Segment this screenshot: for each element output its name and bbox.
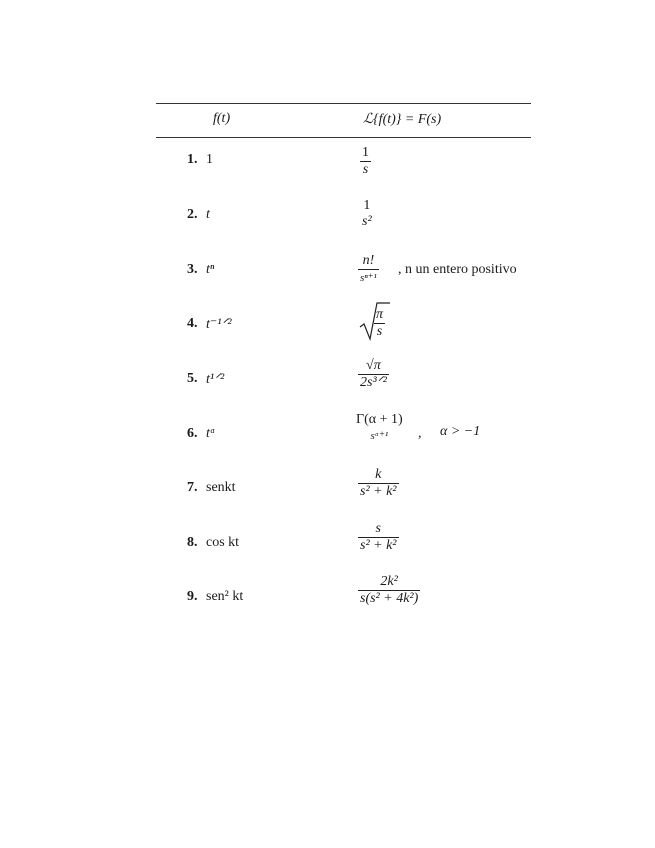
- row-F: [358, 252, 379, 286]
- row-separator: ,: [398, 262, 402, 277]
- row-F: [358, 520, 399, 554]
- row-F-numerator: √π: [366, 358, 381, 373]
- row-F-denominator: s² + k²: [360, 484, 397, 499]
- row-index: 4.: [187, 316, 198, 331]
- header-F: ℒ{f(t)} = F(s): [363, 112, 442, 127]
- row-F-denominator: s(s² + 4k²): [360, 591, 419, 606]
- row-F-numerator: s: [375, 521, 381, 536]
- row-F: [360, 197, 374, 230]
- top-rule: [156, 103, 531, 104]
- row-F: [374, 306, 385, 340]
- row-f: t⁻¹ᐟ²: [206, 317, 232, 332]
- row-f: tⁿ: [206, 262, 215, 277]
- row-F-denominator: s: [376, 324, 383, 339]
- header-rule: [156, 137, 531, 138]
- row-F-numerator: n!: [362, 253, 375, 268]
- row-F-numerator: 1: [363, 198, 371, 213]
- row-F-denominator: s²: [362, 214, 372, 229]
- row-f: t: [206, 207, 210, 222]
- row-F: [360, 144, 371, 178]
- row-F-numerator: k: [375, 467, 382, 482]
- row-F-denominator: sⁿ⁺¹: [360, 272, 377, 284]
- row-f: senkt: [206, 480, 236, 495]
- row-F-numerator: Γ(α + 1): [356, 412, 403, 427]
- row-F-numerator: 1: [362, 145, 369, 160]
- row-separator: ,: [418, 426, 422, 441]
- row-index: 2.: [187, 207, 198, 222]
- header-f: f(t): [213, 111, 231, 126]
- row-f: tᵅ: [206, 426, 216, 441]
- row-condition: α > −1: [440, 424, 481, 439]
- row-condition: n un entero positivo: [405, 262, 517, 277]
- row-index: 7.: [187, 480, 198, 495]
- row-f: 1: [206, 152, 213, 167]
- row-F-denominator: s² + k²: [360, 538, 397, 553]
- row-F-numerator: π: [376, 307, 384, 322]
- row-F-denominator: sᵅ⁺¹: [370, 430, 389, 442]
- row-F: [354, 411, 405, 444]
- row-index: 6.: [187, 426, 198, 441]
- row-F: [358, 466, 399, 500]
- row-f: cos kt: [206, 535, 240, 550]
- row-F-numerator: 2k²: [380, 574, 398, 589]
- row-index: 3.: [187, 262, 198, 277]
- row-F: [358, 573, 420, 607]
- row-index: 5.: [187, 371, 198, 386]
- row-F-denominator: 2s³ᐟ²: [360, 375, 387, 390]
- row-f: t¹ᐟ²: [206, 372, 225, 387]
- row-f: sen² kt: [206, 589, 244, 604]
- row-F: [358, 357, 389, 391]
- row-index: 1.: [187, 152, 198, 167]
- row-index: 9.: [187, 589, 198, 604]
- row-F-denominator: s: [362, 162, 369, 177]
- row-index: 8.: [187, 535, 198, 550]
